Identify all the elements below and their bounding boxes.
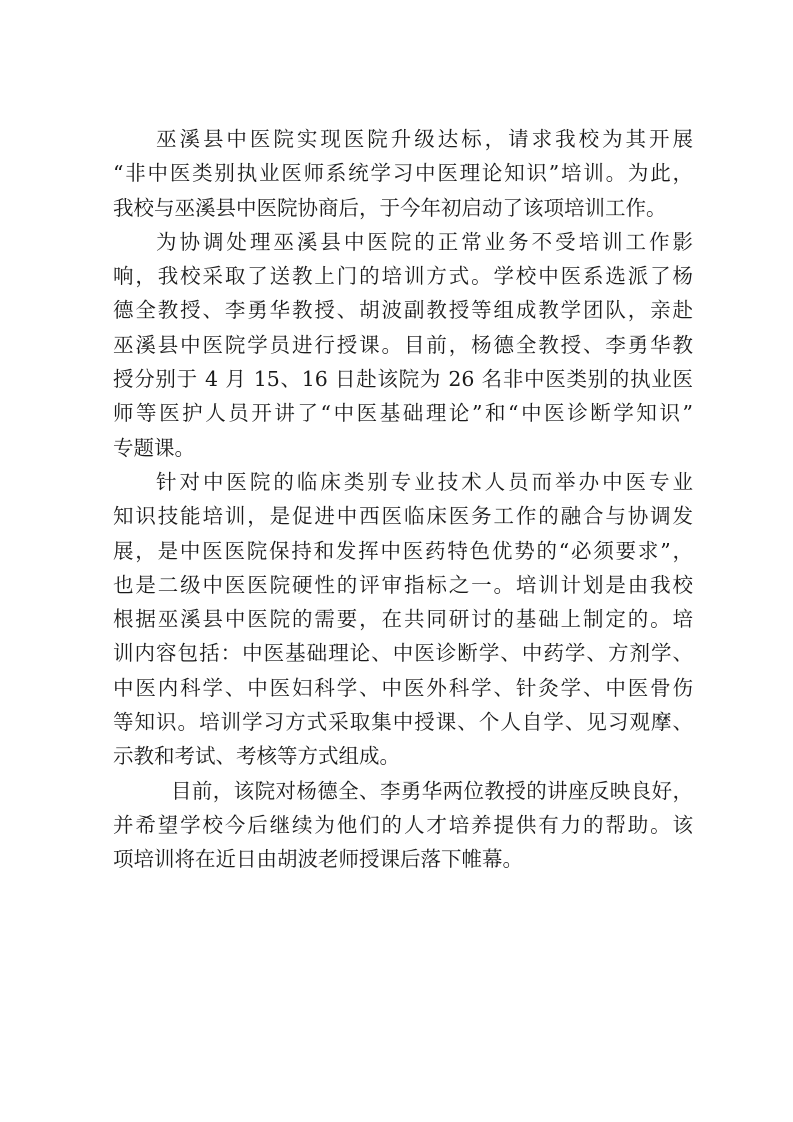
- text-line: 等知识。培训学习方式采取集中授课、个人自学、见习观摩、: [113, 710, 693, 735]
- text-line: “非中医类别执业医师系统学习中医理论知识”培训。为此，: [113, 161, 693, 186]
- paragraph-3: [113, 465, 693, 774]
- text-line: 并希望学校今后继续为他们的人才培养提供有力的帮助。该: [113, 812, 693, 837]
- paragraph-4: [113, 774, 693, 877]
- text-line: 也是二级中医医院硬性的评审指标之一。培训计划是由我校: [113, 572, 693, 597]
- text-line: 目前，该院对杨德全、李勇华两位教授的讲座反映良好，: [171, 778, 693, 803]
- text-line: 响，我校采取了送教上门的培训方式。学校中医系选派了杨: [113, 264, 693, 289]
- text-line: 示教和考试、考核等方式组成。: [113, 744, 400, 769]
- text-line: 师等医护人员开讲了“中医基础理论”和“中医诊断学知识”: [113, 401, 693, 426]
- text-line: 巫溪县中医院实现医院升级达标，请求我校为其开展: [156, 127, 693, 151]
- text-line: 根据巫溪县中医院的需要，在共同研讨的基础上制定的。培: [113, 607, 693, 632]
- text-line: 展，是中医医院保持和发挥中医药特色优势的“必须要求”，: [113, 538, 693, 563]
- article-body: [113, 122, 693, 877]
- text-line: 德全教授、李勇华教授、胡波副教授等组成教学团队，亲赴: [113, 298, 693, 323]
- text-line: 中医内科学、中医妇科学、中医外科学、针灸学、中医骨伤: [113, 675, 693, 700]
- text-line: 授分别于 4 月 15、16 日赴该院为 26 名非中医类别的执业医: [113, 367, 693, 392]
- text-line: 巫溪县中医院学员进行授课。目前，杨德全教授、李勇华教: [113, 332, 693, 357]
- text-line: 我校与巫溪县中医院协商后，于今年初启动了该项培训工作。: [113, 195, 667, 220]
- text-line: 为协调处理巫溪县中医院的正常业务不受培训工作影: [156, 229, 693, 254]
- text-line: 针对中医院的临床类别专业技术人员而举办中医专业: [156, 469, 693, 494]
- paragraph-1: [113, 122, 693, 225]
- text-line: 训内容包括：中医基础理论、中医诊断学、中药学、方剂学、: [113, 641, 693, 666]
- text-line: 专题课。: [113, 435, 195, 460]
- text-line: 项培训将在近日由胡波老师授课后落下帷幕。: [113, 847, 523, 872]
- paragraph-2: [113, 225, 693, 465]
- text-line: 知识技能培训，是促进中西医临床医务工作的融合与协调发: [113, 504, 693, 529]
